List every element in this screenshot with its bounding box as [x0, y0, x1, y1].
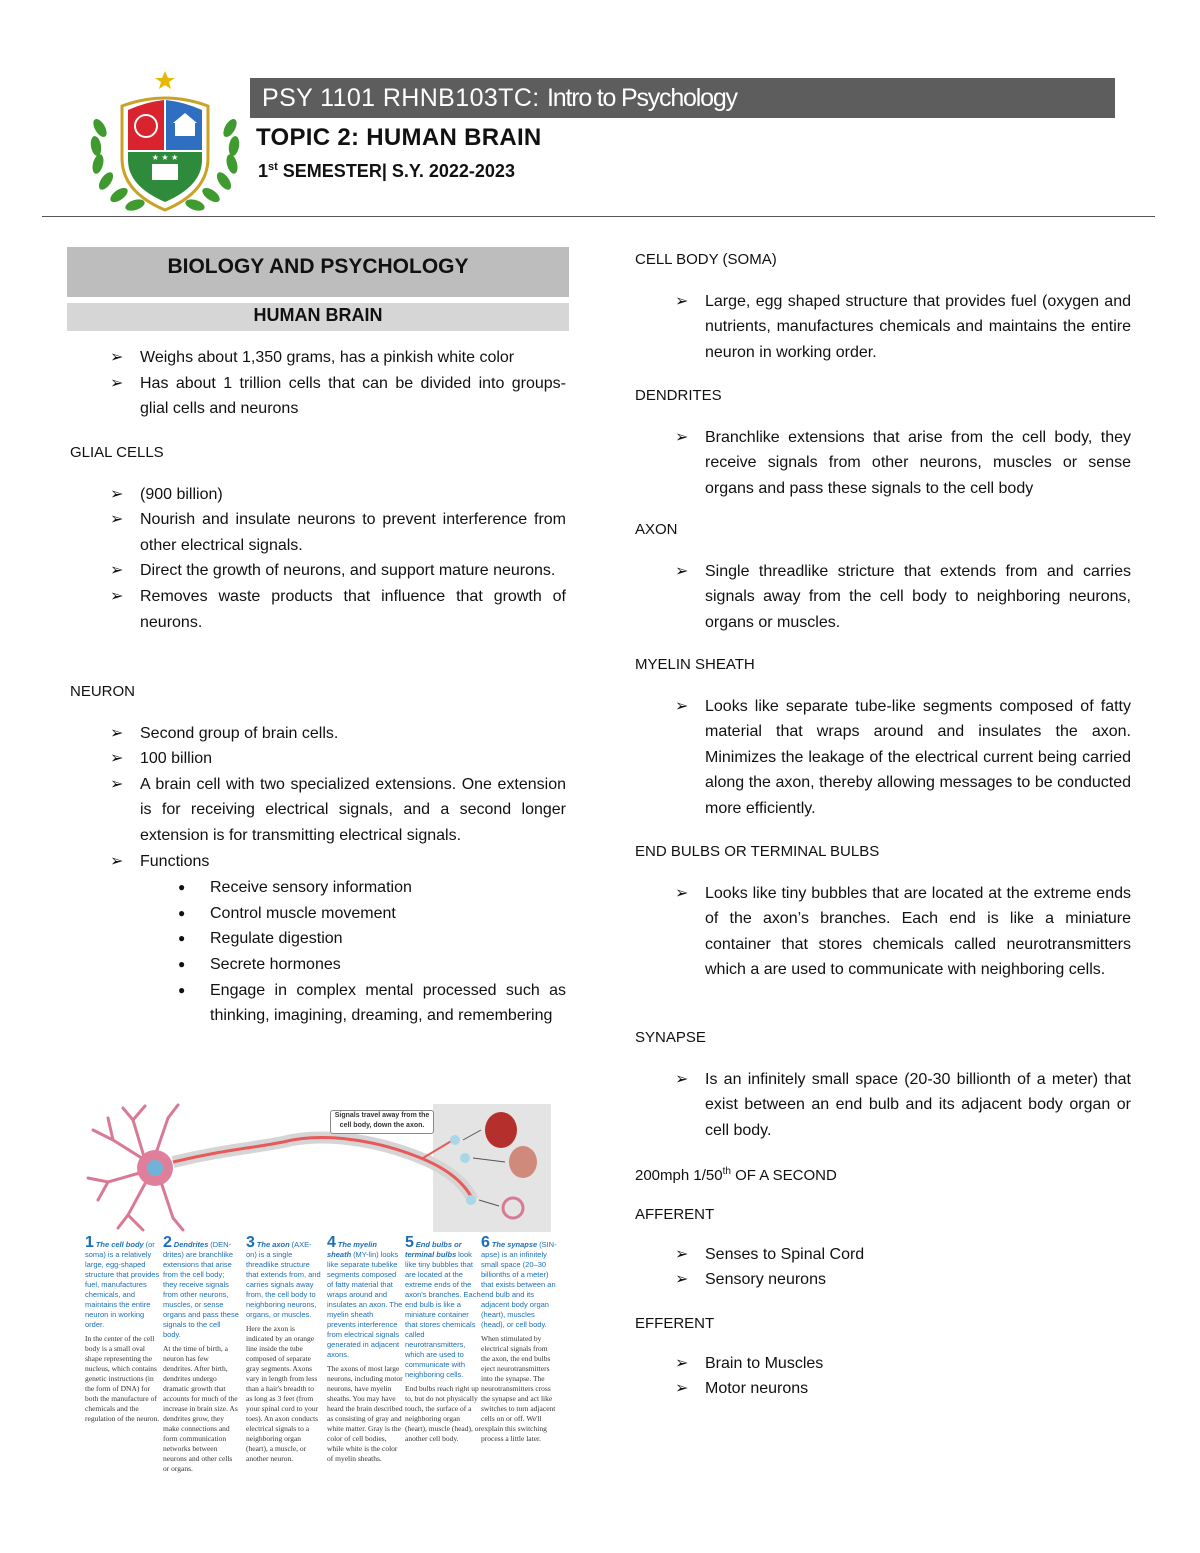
cell-body-title: CELL BODY (SOMA)	[635, 251, 777, 268]
afferent-section	[635, 1202, 1131, 1293]
figure-step	[481, 1234, 557, 1444]
list-item	[70, 584, 566, 635]
list-item	[70, 849, 566, 875]
neuron-illustration	[83, 1100, 551, 1235]
bullet-arrow-icon: ➢	[675, 1245, 689, 1263]
figure-step	[327, 1234, 403, 1464]
bullet-arrow-icon: ➢	[675, 428, 689, 446]
neuron-diagram	[83, 1100, 557, 1495]
header-divider	[42, 216, 1155, 217]
list-item	[70, 721, 566, 747]
figure-step-summary: (SIN-apse) is an infinitely small space (20–30 billionths of a meter) that exists between an end bulb and its adjacent body organ (heart), muscles (head), or cell body.	[481, 1240, 557, 1329]
list-item	[635, 1351, 1131, 1377]
figure-step-name: The myelin sheath	[327, 1240, 377, 1259]
synapse-title: SYNAPSE	[635, 1029, 706, 1046]
list-item	[635, 1067, 1131, 1144]
bullet-arrow-icon: ➢	[675, 697, 689, 715]
end-bulbs-section	[635, 839, 1131, 983]
bullet-dot-icon: ●	[178, 880, 186, 895]
list-item-text: Is an infinitely small space (20-30 billionth of a meter) that exist between an end bulb and its adjacent body organ or cell body.	[705, 1070, 1131, 1139]
subheading-human-brain: HUMAN BRAIN	[67, 303, 569, 331]
list-item-text: Removes waste products that influence that growth of neurons.	[140, 587, 566, 631]
list-item	[70, 875, 566, 901]
axon-section	[635, 517, 1131, 635]
figure-step-number: 2	[163, 1234, 172, 1251]
list-item	[635, 1267, 1131, 1293]
figure-step-summary: look like tiny bubbles that are located at the extreme ends of the axon's branches. Each end bulb is like a miniature container that stores chemicals called neurotransmitters, which are used to communicate with neighboring cells.	[405, 1250, 481, 1379]
myelin-title: MYELIN SHEATH	[635, 656, 755, 673]
dendrites-title: DENDRITES	[635, 387, 722, 404]
bullet-arrow-icon: ➢	[675, 1070, 689, 1088]
glial-cells-section	[70, 440, 566, 635]
figure-step-number: 1	[85, 1234, 94, 1251]
figure-step-body: In the center of the cell body is a small oval shape representing the nucleus, which contains genetic instructions (in the form of DNA) for both the manufacture of chemicals and the regulation of the neuron.	[85, 1334, 160, 1423]
list-item	[70, 901, 566, 927]
bullet-arrow-icon: ➢	[675, 292, 689, 310]
school-crest-logo	[84, 68, 246, 220]
figure-step-number: 4	[327, 1234, 336, 1251]
figure-step	[85, 1234, 161, 1424]
end-bulbs-title: END BULBS OR TERMINAL BULBS	[635, 843, 880, 860]
figure-step-body: End bulbs reach right up to, but do not physically touch, the surface of a neighboring organ (heart), muscle (head), or another cell body.	[405, 1384, 482, 1443]
bullet-arrow-icon: ➢	[675, 1271, 689, 1289]
figure-step-name: The cell body	[95, 1240, 144, 1249]
figure-step	[246, 1234, 322, 1464]
afferent-title: AFFERENT	[635, 1206, 715, 1223]
synapse-section	[635, 1025, 1131, 1143]
list-item	[635, 289, 1131, 366]
list-item	[70, 746, 566, 772]
course-title-bar	[250, 78, 1115, 118]
bullet-arrow-icon: ➢	[110, 485, 124, 503]
figure-step-body: When stimulated by electrical signals from the axon, the end bulbs eject neurotransmitters into the synapse. The neurotransmitters cross the synapse and act like switches to turn adjacent cells on or off. We'll explain this switching process a little later.	[481, 1334, 556, 1443]
list-item	[635, 559, 1131, 636]
bullet-arrow-icon: ➢	[675, 1354, 689, 1372]
list-item-text: 100 billion	[140, 750, 213, 768]
figure-step-number: 6	[481, 1234, 490, 1251]
list-item-text: Second group of brain cells.	[140, 724, 339, 742]
list-item-text: Has about 1 trillion cells that can be divided into groups- glial cells and neurons	[140, 374, 566, 418]
list-item	[635, 1242, 1131, 1268]
list-item-text: Senses to Spinal Cord	[705, 1245, 865, 1263]
bullet-arrow-icon: ➢	[110, 852, 124, 870]
section-heading-biology-psychology: BIOLOGY AND PSYCHOLOGY	[67, 247, 569, 297]
bullet-arrow-icon: ➢	[675, 562, 689, 580]
bullet-arrow-icon: ➢	[110, 750, 124, 768]
list-item	[635, 425, 1131, 502]
figure-callout: Signals travel away from the cell body, down the axon.	[330, 1110, 434, 1134]
list-item-text: Brain to Muscles	[705, 1354, 824, 1372]
list-item	[70, 978, 566, 1029]
bullet-arrow-icon: ➢	[110, 374, 124, 392]
list-item	[635, 1376, 1131, 1402]
figure-step-summary: (DEN-drites) are branchlike extensions that arise from the cell body; they receive signals from other neurons, muscles, or sense organs and pass these signals to the cell body.	[163, 1240, 239, 1339]
figure-step-number: 3	[246, 1234, 255, 1251]
myelin-sheath-section	[635, 652, 1131, 822]
figure-step	[163, 1234, 239, 1474]
semester-line: 1st SEMESTER| S.Y. 2022-2023	[258, 161, 515, 181]
list-item-text: Engage in complex mental processed such as thinking, imagining, dreaming, and remembering	[210, 981, 566, 1025]
bullet-dot-icon: ●	[178, 905, 186, 920]
signal-speed: 200mph 1/50th OF A SECOND	[635, 1166, 837, 1184]
neuron-title: NEURON	[70, 683, 136, 700]
bullet-arrow-icon: ➢	[110, 349, 124, 366]
bullet-arrow-icon: ➢	[675, 884, 689, 902]
figure-step-name: Dendrites	[173, 1240, 209, 1249]
svg-text:★ ★ ★: ★ ★ ★	[151, 153, 179, 162]
list-item	[70, 482, 566, 508]
list-item-text: Functions	[140, 852, 210, 870]
figure-step-name: The axon	[256, 1240, 290, 1249]
bullet-dot-icon: ●	[178, 982, 186, 997]
bullet-dot-icon: ●	[178, 956, 186, 971]
list-item-text: Single threadlike stricture that extends from and carries signals away from the cell body to neighboring neurons, organs or muscles.	[705, 562, 1131, 631]
figure-step-body: The axons of most large neurons, including motor neurons, have myelin sheaths. You may have heard the brain described as consisting of gray and white matter. Gray is the color of cell bodies, while white is the color of myelin sheaths.	[327, 1364, 403, 1463]
list-item-text: Direct the growth of neurons, and support mature neurons.	[140, 562, 556, 580]
efferent-title: EFFERENT	[635, 1315, 715, 1332]
course-title: Intro to Psychology	[547, 84, 737, 112]
axon-title: AXON	[635, 521, 678, 538]
figure-step-summary: (or soma) is a relatively large, egg-shaped structure that provides fuel, manufactures chemicals, and maintains the entire neuron in working order.	[85, 1240, 160, 1329]
figure-step-name: The synapse	[491, 1240, 538, 1249]
list-item	[70, 345, 566, 371]
list-item	[70, 772, 566, 849]
course-code: PSY 1101 RHNB103TC:	[262, 84, 540, 112]
bullet-arrow-icon: ➢	[110, 587, 124, 605]
list-item	[70, 507, 566, 558]
bullet-arrow-icon: ➢	[110, 775, 124, 793]
list-item	[70, 926, 566, 952]
glial-cells-title: GLIAL CELLS	[70, 444, 164, 461]
list-item-text: Receive sensory information	[210, 879, 412, 897]
list-item	[70, 952, 566, 978]
bullet-dot-icon: ●	[178, 931, 186, 946]
figure-step-body: At the time of birth, a neuron has few dendrites. After birth, dendrites undergo dramatic growth that accounts for much of the increase in brain size. As dendrites grow, they make connections and form communication networks between neurons and other cells or organs.	[163, 1344, 238, 1473]
list-item-text: Sensory neurons	[705, 1271, 826, 1289]
bullet-arrow-icon: ➢	[110, 511, 124, 529]
list-item-text: Motor neurons	[705, 1380, 809, 1398]
figure-step	[405, 1234, 482, 1444]
list-item	[635, 694, 1131, 822]
figure-step-body: Here the axon is indicated by an orange line inside the tube composed of separate gray segments. Axons vary in length from less than a hair's breadth to as long as 3 feet (from your spinal cord to your toes). An axon conducts electrical signals to a neighboring organ (heart), a muscle, or another neuron.	[246, 1324, 319, 1463]
bullet-arrow-icon: ➢	[675, 1380, 689, 1398]
topic-title: TOPIC 2: HUMAN BRAIN	[256, 124, 542, 151]
list-item-text: Weighs about 1,350 grams, has a pinkish white color	[140, 349, 515, 366]
list-item-text: Nourish and insulate neurons to prevent interference from other electrical signals.	[140, 511, 566, 554]
cell-body-section	[635, 247, 1131, 365]
figure-step-summary: (AXE-on) is a single threadlike structure that extends from, and carries signals away from, the cell body to neighboring neurons, organs, or muscles.	[246, 1240, 321, 1319]
list-item-text: Regulate digestion	[210, 930, 343, 948]
dendrites-section	[635, 383, 1131, 501]
figure-step-number: 5	[405, 1234, 414, 1251]
figure-step-name: End bulbs or terminal bulbs	[405, 1240, 462, 1259]
list-item-text: A brain cell with two specialized extensions. One extension is for receiving electrical signals, and a second longer extension is for transmitting electrical signals.	[140, 775, 566, 844]
efferent-section	[635, 1311, 1131, 1402]
bullet-arrow-icon: ➢	[110, 724, 124, 742]
list-item-text: Branchlike extensions that arise from the cell body, they receive signals from other neurons, muscles or sense organs and pass these signals to the cell body	[705, 428, 1131, 497]
list-item-text: Large, egg shaped structure that provides fuel (oxygen and nutrients, manufactures chemicals and maintains the entire neuron in working order.	[705, 292, 1131, 361]
human-brain-intro	[70, 345, 566, 422]
list-item-text: Control muscle movement	[210, 904, 396, 922]
list-item	[635, 881, 1131, 983]
list-item-text: Looks like tiny bubbles that are located at the extreme ends of the axon’s branches. Each end is like a miniature container that stores chemicals called neurotransmitters which a are used to communicate with neighboring cells.	[705, 884, 1131, 979]
list-item-text: (900 billion)	[140, 485, 223, 503]
list-item-text: Secrete hormones	[210, 955, 341, 973]
neuron-section	[70, 679, 566, 1029]
list-item-text: Looks like separate tube-like segments composed of fatty material that wraps around and insulates the axon. Minimizes the leakage of the electrical current being carried along the axon, thereby allowing messages to be conducted more efficiently.	[705, 697, 1131, 817]
bullet-arrow-icon: ➢	[110, 562, 124, 580]
list-item	[70, 371, 566, 422]
figure-step-summary: (MY-lin) looks like separate tubelike segments composed of fatty material that wraps around and insulates an axon. The myelin sheath prevents interference from electrical signals generated in adjacent axons.	[327, 1250, 403, 1359]
list-item	[70, 558, 566, 584]
